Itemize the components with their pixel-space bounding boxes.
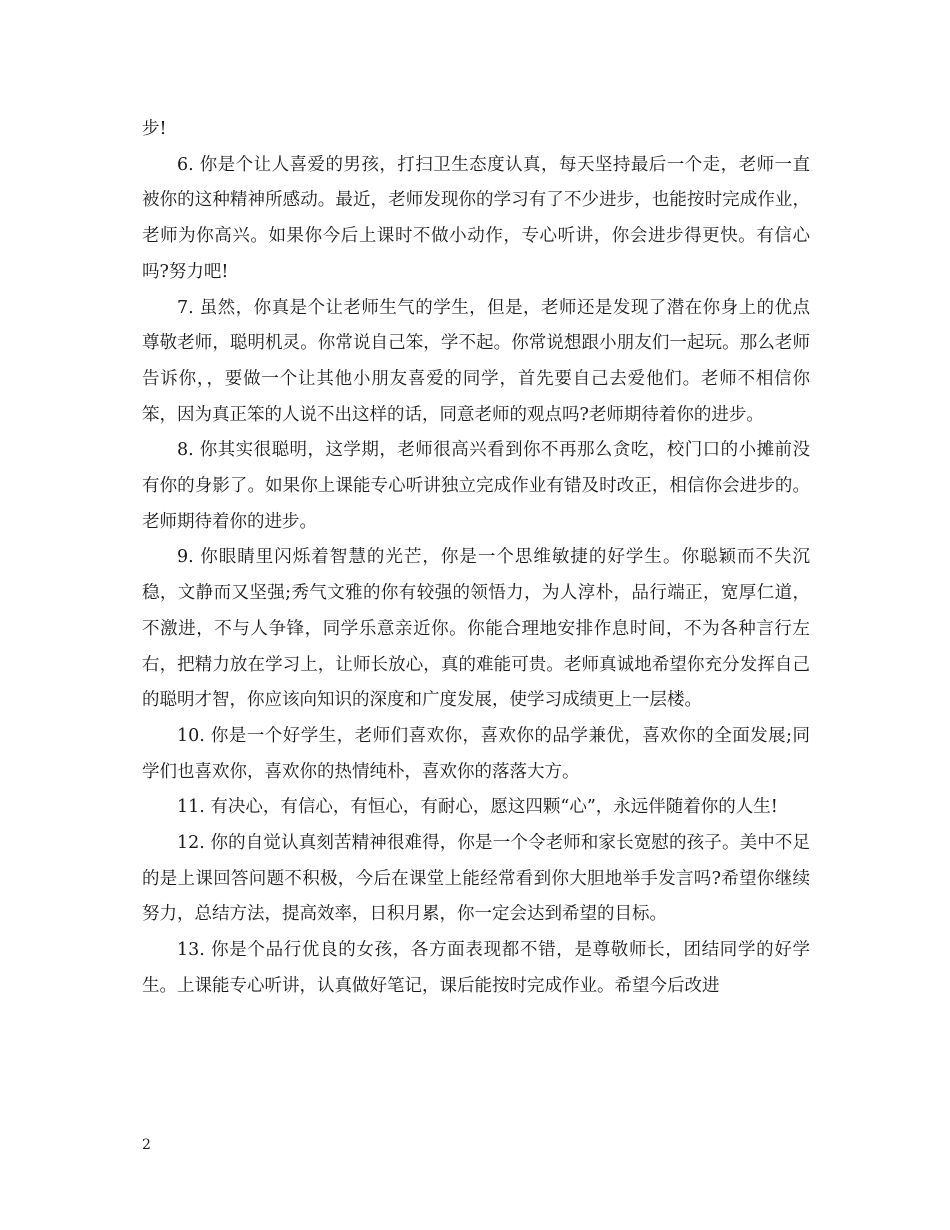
paragraph-item-13: 13. 你是个品行优良的女孩，各方面表现都不错，是尊敬师长，团结同学的好学生。上课能专心听讲，认真做好笔记，课后能按时完成作业。希望今后改进 [142,940,810,996]
paragraph-item-12: 12. 你的自觉认真刻苦精神很难得，你是一个令老师和家长宽慰的孩子。美中不足的是上课回答问题不积极，今后在课堂上能经常看到你大胆地举手发言吗?希望你继续努力，总结方法，提高效率，日积月累，你一定会达到希望的目标。 [142,833,810,925]
page-number: 2 [142,1137,151,1153]
document-body [142,112,810,1005]
paragraph-item-6: 6. 你是个让人喜爱的男孩，打扫卫生态度认真，每天坚持最后一个走，老师一直被你的这种精神所感动。最近，老师发现你的学习有了不少进步，也能按时完成作业，老师为你高兴。如果你今后上课时不做小动作，专心听讲，你会进步得更快。有信心吗?努力吧! [142,154,810,282]
paragraph-item-7: 7. 虽然，你真是个让老师生气的学生，但是，老师还是发现了潜在你身上的优点尊敬老师，聪明机灵。你常说自己笨，学不起。你常说想跟小朋友们一起玩。那么老师告诉你，，要做一个让其他小朋友喜爱的同学，首先要自己去爱他们。老师不相信你笨，因为真正笨的人说不出这样的话，同意老师的观点吗?老师期待着你的进步。 [142,297,810,425]
paragraph-item-10: 10. 你是一个好学生，老师们喜欢你，喜欢你的品学兼优，喜欢你的全面发展;同学们也喜欢你，喜欢你的热情纯朴，喜欢你的落落大方。 [142,725,810,782]
paragraph-item-9: 9. 你眼睛里闪烁着智慧的光芒，你是一个思维敏捷的好学生。你聪颖而不失沉稳，文静而又坚强;秀气文雅的你有较强的领悟力，为人淳朴，品行端正，宽厚仁道，不激进，不与人争锋，同学乐意亲近你。你能合理地安排作息时间，不为各种言行左右，把精力放在学习上，让师长放心，真的难能可贵。老师真诚地希望你充分发挥自己的聪明才智，你应该向知识的深度和广度发展，使学习成绩更上一层楼。 [142,547,810,711]
paragraph-continuation: 步! [142,119,167,139]
paragraph-item-11: 11. 有决心，有信心，有恒心，有耐心，愿这四颗“心”，永远伴随着你的人生! [177,797,778,818]
paragraph-item-8: 8. 你其实很聪明，这学期，老师很高兴看到你不再那么贪吃，校门口的小摊前没有你的身影了。如果你上课能专心听讲独立完成作业有错及时改正，相信你会进步的。老师期待着你的进步。 [142,440,810,532]
